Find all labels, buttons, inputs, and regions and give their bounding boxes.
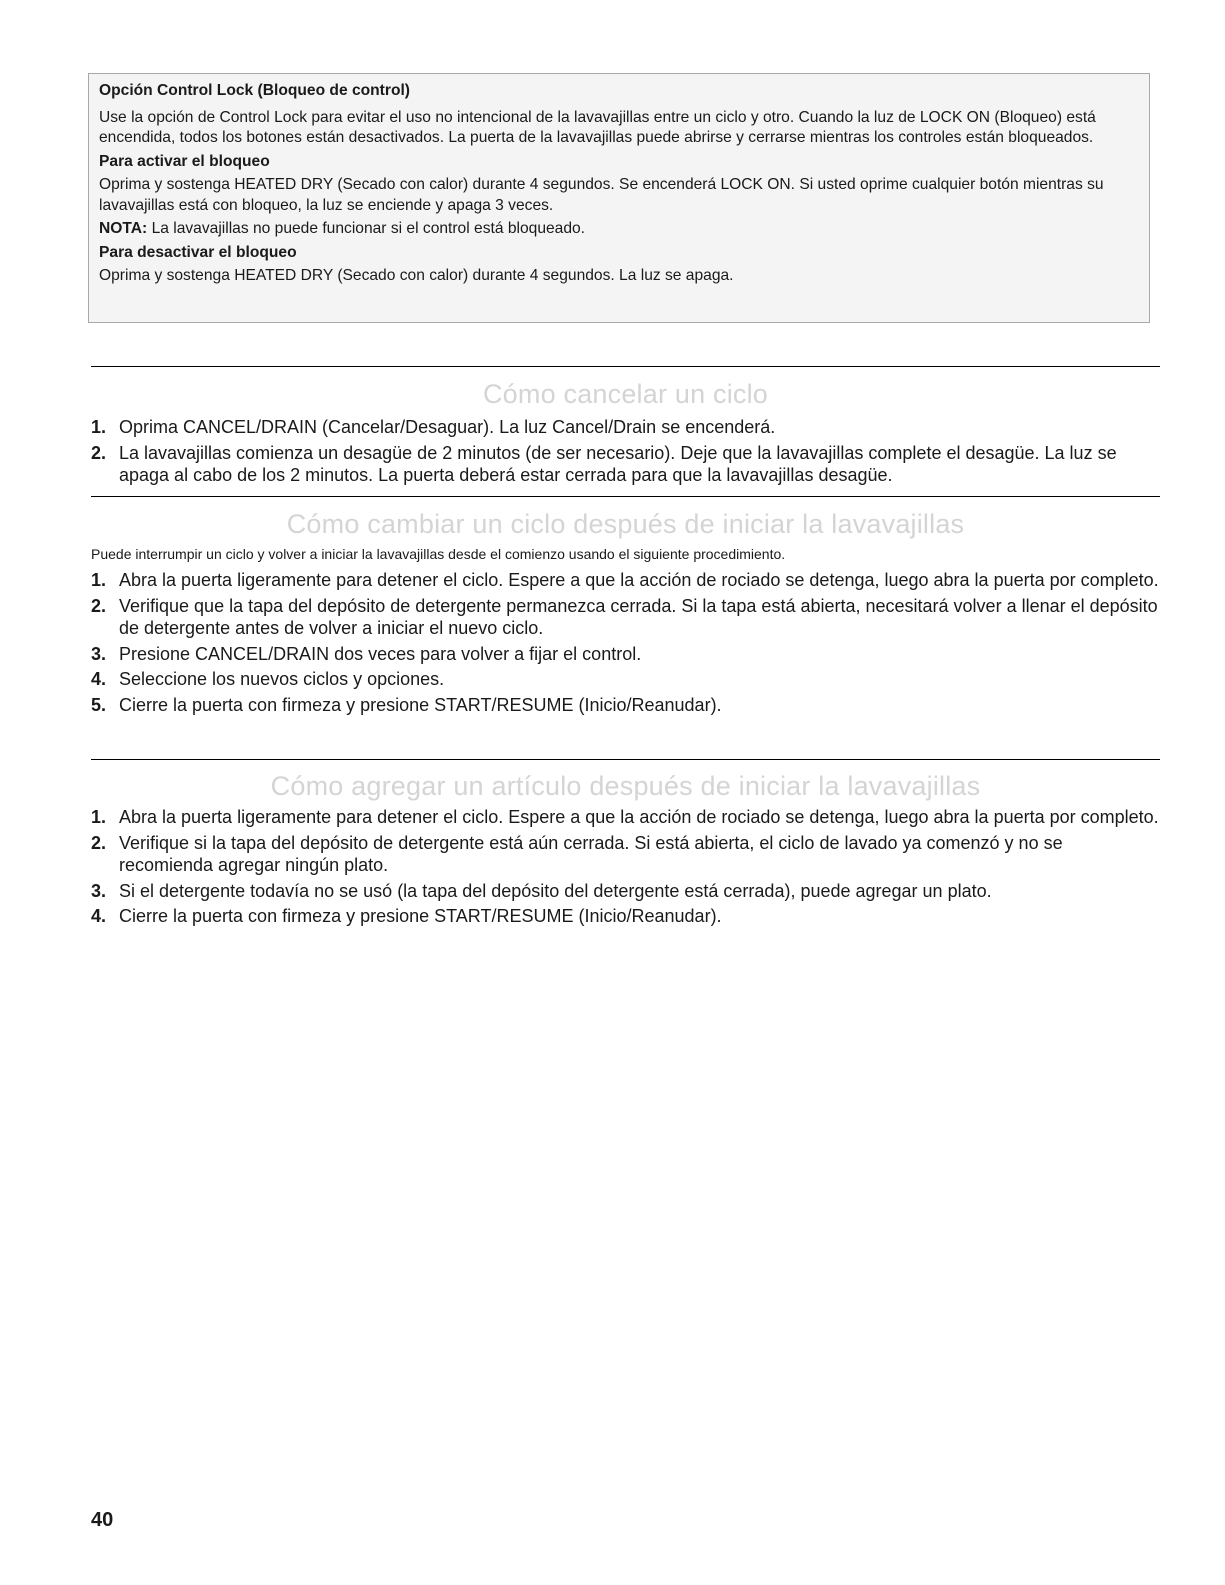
cancel-cycle-steps [91,416,1160,490]
list-item [91,595,1160,640]
list-item [91,905,1160,928]
step-number: 2. [91,832,107,853]
section-divider [91,759,1160,760]
list-item [91,569,1160,592]
cancel-cycle-title: Cómo cancelar un ciclo [482,379,769,409]
step-text: Abra la puerta ligeramente para detener el ciclo. Espere a que la acción de rociado se detenga, luego abra la puerta por completo. [119,807,1159,827]
activate-lock-heading: Para activar el bloqueo [99,152,270,170]
control-lock-intro: Use la opción de Control Lock para evitar el uso no intencional de la lavavajillas entre un ciclo y otro. Cuando la luz de LOCK ON (Bloqueo) está encendida, todos los botones están desactivados. La puerta de la lavavajillas puede abrirse y cerrarse mientras los controles están bloqueados. [99,108,1096,146]
step-number: 3. [91,643,107,664]
control-lock-title: Opción Control Lock (Bloqueo de control) [99,82,410,99]
section-divider [91,366,1160,367]
step-text: Presione CANCEL/DRAIN dos veces para volver a fijar el control. [119,643,642,664]
list-item [91,416,1160,439]
deactivate-lock-text: Oprima y sostenga HEATED DRY (Secado con calor) durante 4 segundos. La luz se apaga. [99,267,734,284]
step-number: 2. [91,442,107,463]
list-item [91,694,1160,717]
change-cycle-title: Cómo cambiar un ciclo después de iniciar la lavavajillas [286,509,965,539]
page-number: 40 [91,1509,114,1531]
list-item [91,668,1160,691]
step-text: Cierre la puerta con firmeza y presione START/RESUME (Inicio/Reanudar). [119,906,722,926]
list-item [91,806,1160,829]
list-item [91,643,1160,666]
step-text: Si el detergente todavía no se usó (la tapa del depósito del detergente está cerrada), puede agregar un plato. [119,880,992,901]
step-text: Abra la puerta ligeramente para detener el ciclo. Espere a que la acción de rociado se detenga, luego abra la puerta por completo. [119,570,1159,590]
lock-note [99,219,1139,240]
step-text: Verifique que la tapa del depósito de detergente permanezca cerrada. Si la tapa está abierta, necesitará volver a llenar el depósito de detergente antes de volver a iniciar el nuevo ciclo. [119,595,1158,638]
change-cycle-intro: Puede interrumpir un ciclo y volver a iniciar la lavavajillas desde el comienzo usando el siguiente procedimiento. [91,546,786,562]
add-item-title: Cómo agregar un artículo después de iniciar la lavavajillas [270,771,981,801]
step-number: 1. [91,417,107,437]
list-item [91,832,1160,877]
step-number: 4. [91,906,107,926]
add-item-steps [91,806,1160,931]
step-text: Verifique si la tapa del depósito de detergente está aún cerrada. Si está abierta, el ciclo de lavado ya comenzó y no se recomienda agregar ningún plato. [119,832,1063,875]
step-text: Seleccione los nuevos ciclos y opciones. [119,669,445,689]
step-text: La lavavajillas comienza un desagüe de 2 minutos (de ser necesario). Deje que la lavavajillas complete el desagüe. La luz se apaga al cabo de los 2 minutos. La puerta deberá estar cerrada para que la lavavajillas desagüe. [119,442,1117,485]
step-number: 2. [91,595,107,616]
step-number: 5. [91,694,107,715]
list-item [91,880,1160,903]
note-text: La lavavajillas no puede funcionar si el control está bloqueado. [151,220,586,237]
control-lock-box [88,73,1150,323]
note-label: NOTA: [99,220,148,237]
step-number: 1. [91,807,107,827]
step-text: Oprima CANCEL/DRAIN (Cancelar/Desaguar). La luz Cancel/Drain se encenderá. [119,417,776,437]
step-text: Cierre la puerta con firmeza y presione START/RESUME (Inicio/Reanudar). [119,694,722,715]
step-number: 1. [91,570,107,590]
activate-lock-text: Oprima y sostenga HEATED DRY (Secado con calor) durante 4 segundos. Se encenderá LOCK ON. Si usted oprime cualquier botón mientras su lavavajillas está con bloqueo, la luz se enciende y apaga 3 veces. [99,176,1104,214]
section-divider [91,496,1160,497]
list-item [91,442,1160,487]
step-number: 3. [91,880,107,901]
change-cycle-steps [91,569,1160,719]
step-number: 4. [91,669,107,689]
deactivate-lock-heading: Para desactivar el bloqueo [99,243,297,261]
